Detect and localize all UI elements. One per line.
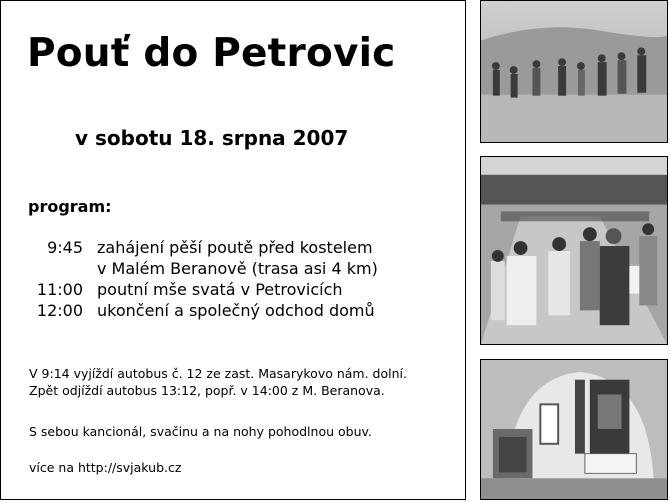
schedule-text: v Malém Beranově (trasa asi 4 km): [97, 259, 378, 278]
schedule-row: [29, 237, 378, 258]
schedule-time: [29, 258, 97, 279]
schedule-text: ukončení a společný odchod domů: [97, 301, 375, 320]
church-interior-photo: [480, 359, 668, 500]
schedule-time: 11:00: [36, 280, 83, 299]
pilgrims-walking-field-photo: [480, 0, 668, 143]
poster-title: Pouť do Petrovic: [27, 31, 396, 76]
program-heading: program:: [28, 197, 112, 216]
schedule-time: 12:00: [36, 301, 83, 320]
bus-info-line: V 9:14 vyjíždí autobus č. 12 ze zast. Masarykovo nám. dolní.: [29, 366, 407, 381]
schedule: [29, 237, 378, 321]
schedule-text: zahájení pěší poutě před kostelem: [97, 238, 373, 257]
bring-note: S sebou kancionál, svačinu a na nohy pohodlnou obuv.: [29, 424, 372, 439]
procession-on-path-photo: [480, 156, 668, 345]
schedule-text: poutní mše svatá v Petrovicích: [97, 280, 343, 299]
event-date: v sobotu 18. srpna 2007: [75, 126, 349, 150]
schedule-row: [29, 258, 378, 279]
more-info-link: více na http://svjakub.cz: [29, 460, 182, 475]
bus-info: [29, 365, 407, 399]
schedule-row: [29, 300, 378, 321]
schedule-row: [29, 279, 378, 300]
bus-info-line: Zpět odjíždí autobus 13:12, popř. v 14:00 z M. Beranova.: [29, 383, 385, 398]
schedule-time: 9:45: [47, 238, 83, 257]
